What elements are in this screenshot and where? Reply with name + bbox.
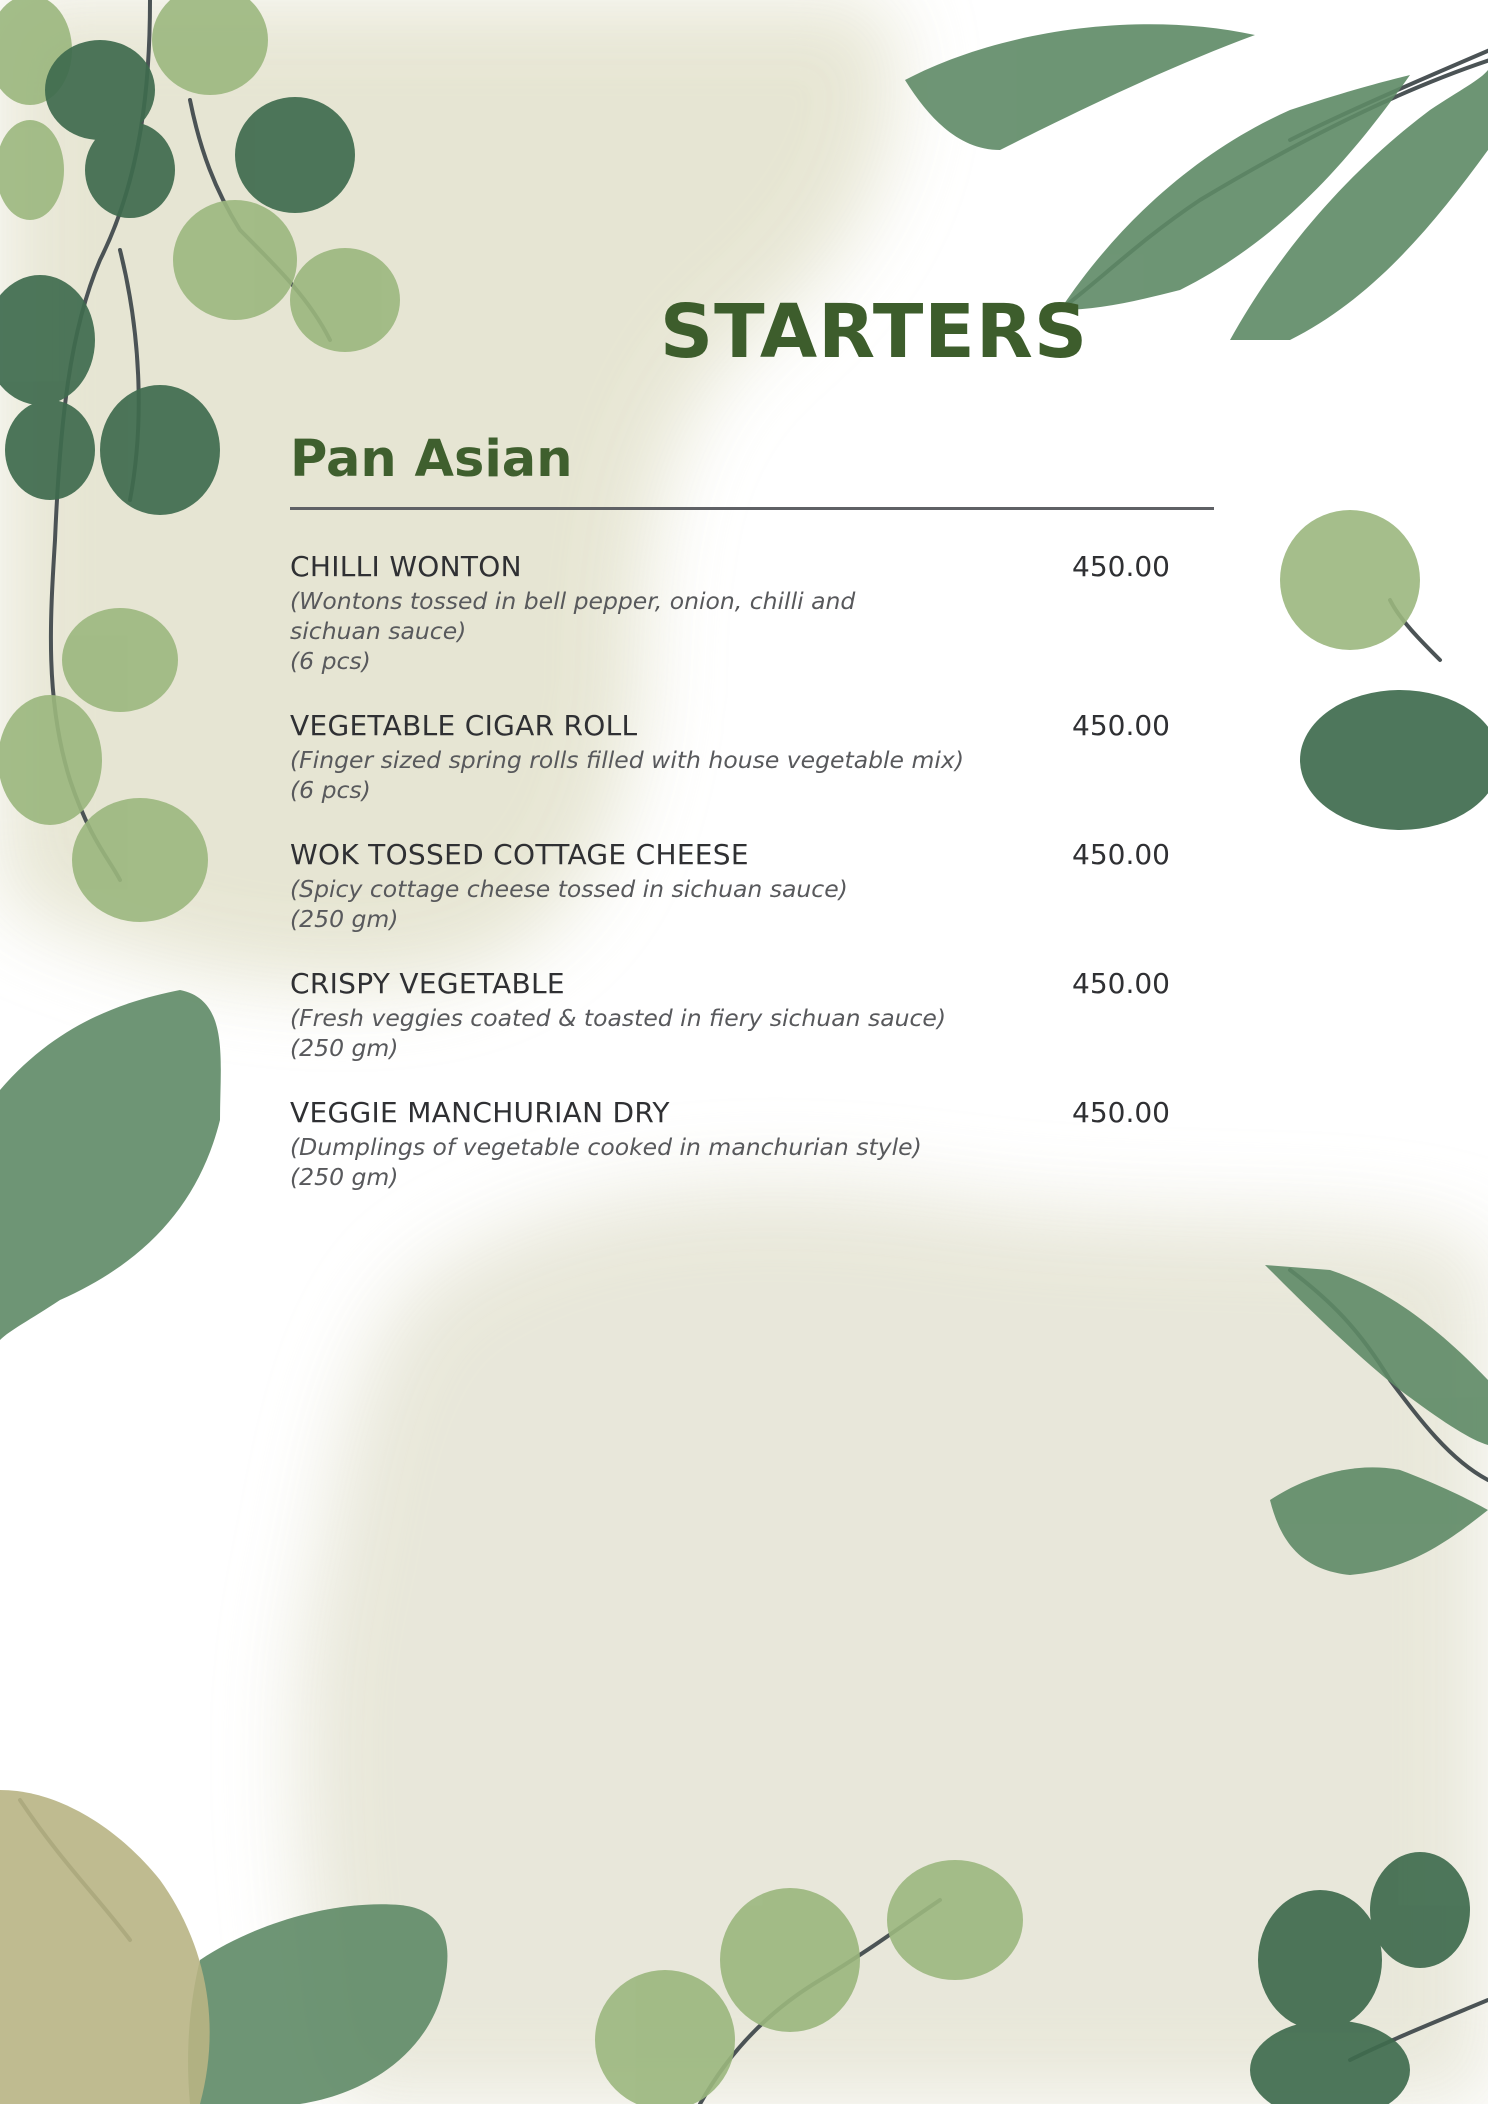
item-name: VEGETABLE CIGAR ROLL [290, 709, 638, 742]
menu-list [290, 548, 1170, 1223]
item-price: 450.00 [1072, 967, 1170, 1000]
item-name: CHILLI WONTON [290, 550, 522, 583]
item-price: 450.00 [1072, 709, 1170, 742]
menu-item [290, 1094, 1170, 1192]
page-title: STARTERS [659, 289, 1089, 375]
item-price: 450.00 [1072, 838, 1170, 871]
section-title: Pan Asian [290, 430, 573, 489]
item-quantity: (250 gm) [290, 1034, 399, 1062]
menu-item [290, 548, 1170, 676]
item-description: (Dumplings of vegetable cooked in manchurian style) [290, 1133, 922, 1161]
section-divider [290, 507, 1214, 510]
item-quantity: (6 pcs) [290, 776, 371, 804]
item-description: (Fresh veggies coated & toasted in fiery sichuan sauce) [290, 1004, 947, 1032]
menu-item [290, 707, 1170, 805]
item-quantity: (250 gm) [290, 905, 399, 933]
item-name: CRISPY VEGETABLE [290, 967, 565, 1000]
item-price: 450.00 [1072, 550, 1170, 583]
menu-item [290, 965, 1170, 1063]
item-quantity: (6 pcs) [290, 647, 371, 675]
item-description: (Wontons tossed in bell pepper, onion, chilli and sichuan sauce) [290, 587, 856, 645]
item-price: 450.00 [1072, 1096, 1170, 1129]
item-quantity: (250 gm) [290, 1163, 399, 1191]
menu-item [290, 836, 1170, 934]
item-description: (Finger sized spring rolls filled with house vegetable mix) [290, 746, 964, 774]
item-name: VEGGIE MANCHURIAN DRY [290, 1096, 670, 1129]
item-name: WOK TOSSED COTTAGE CHEESE [290, 838, 749, 871]
item-description: (Spicy cottage cheese tossed in sichuan sauce) [290, 875, 848, 903]
